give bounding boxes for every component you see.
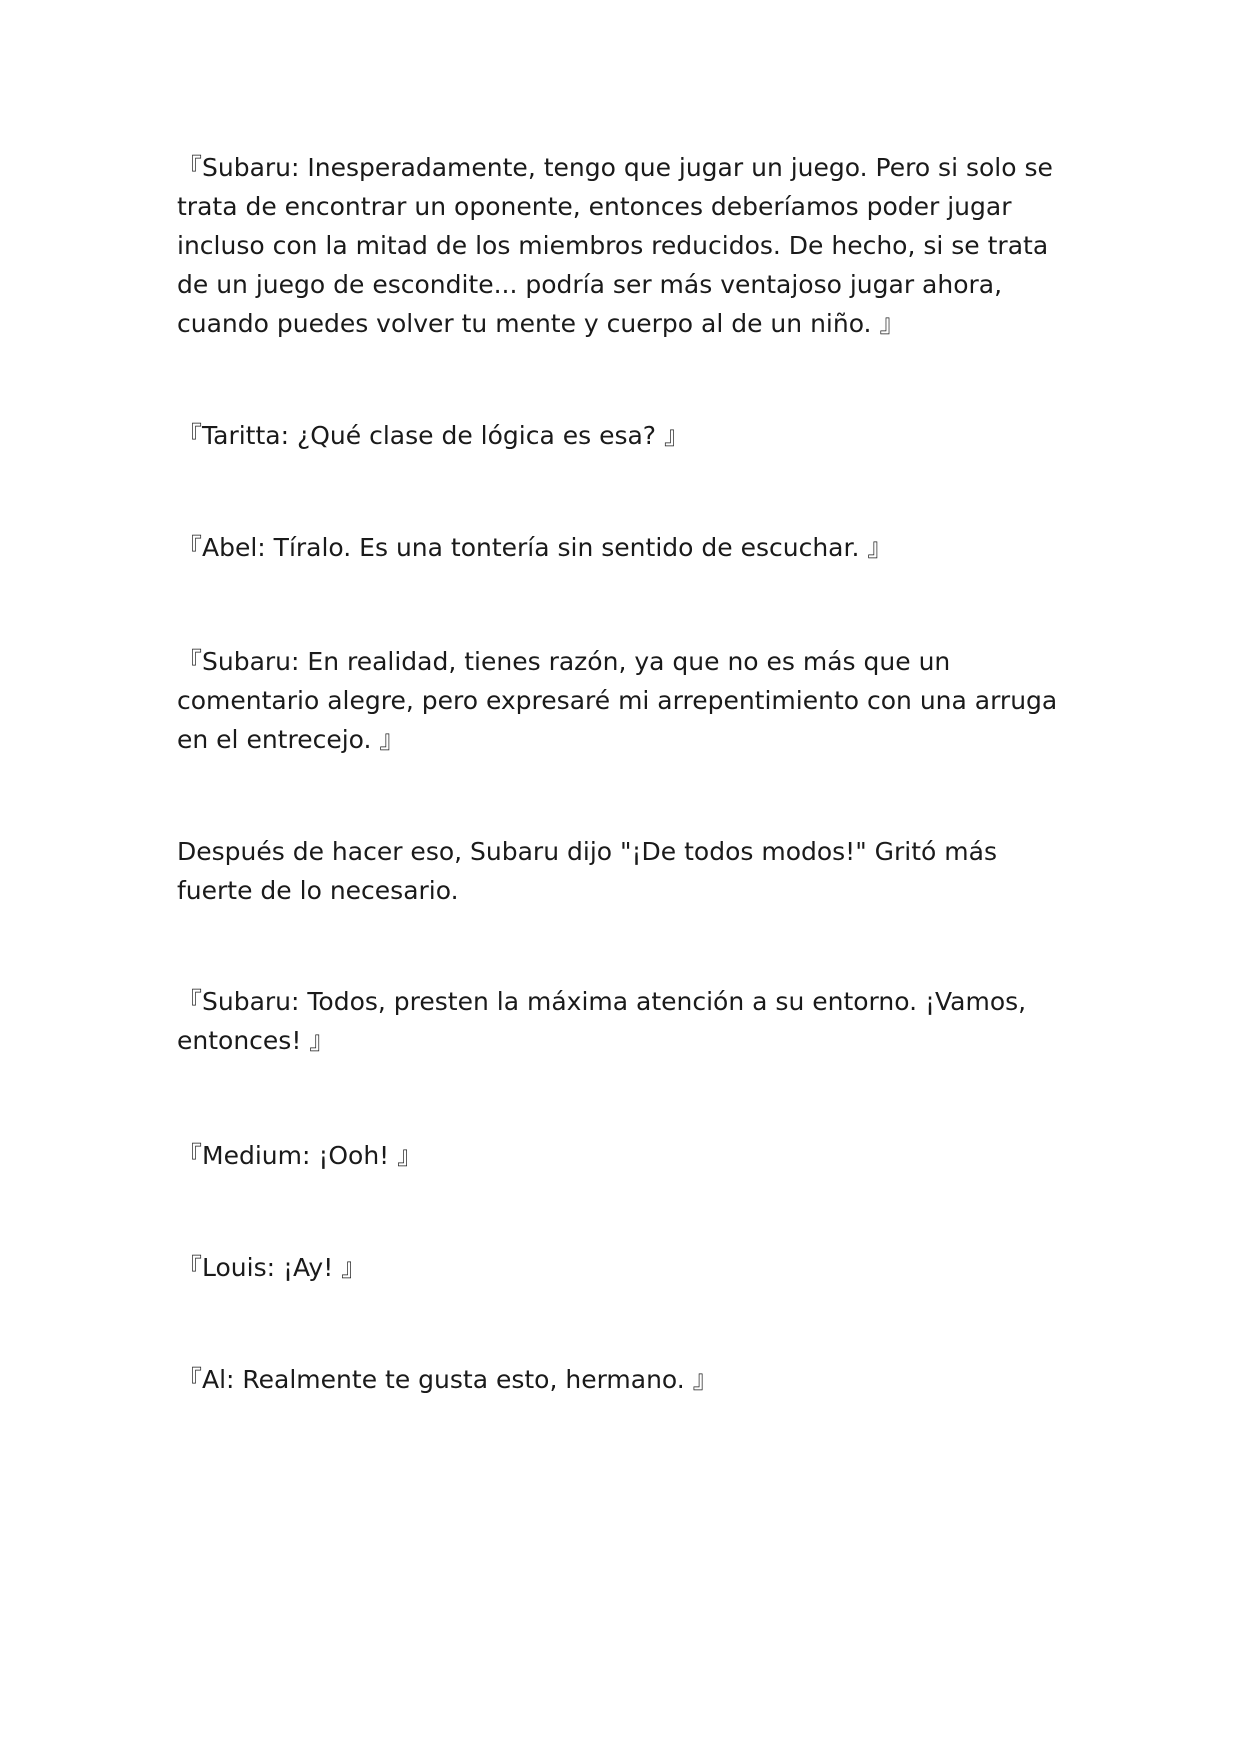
paragraph-5: Después de hacer eso, Subaru dijo "¡De todos modos!" Gritó más fuerte de lo necesario.	[177, 837, 997, 905]
paragraph-6: 『Subaru: Todos, presten la máxima atención a su entorno. ¡Vamos, entonces! 』	[177, 987, 1027, 1055]
paragraph-1: 『Subaru: Inesperadamente, tengo que jugar un juego. Pero si solo se trata de encontrar un oponente, entonces deberíamos poder jugar incluso con la mitad de los miembros reducidos. De hecho, si se trata de un juego de escondite... podría ser más ventajoso jugar ahora, cuando puedes volver tu mente y cuerpo al de un niño. 』	[177, 153, 1053, 338]
paragraph-2: 『Taritta: ¿Qué clase de lógica es esa? 』	[177, 421, 690, 450]
paragraph-9: 『Al: Realmente te gusta esto, hermano. 』	[177, 1365, 718, 1394]
paragraph-8: 『Louis: ¡Ay! 』	[177, 1253, 367, 1282]
paragraph-3: 『Abel: Tíralo. Es una tontería sin sentido de escuchar. 』	[177, 533, 893, 562]
paragraph-4: 『Subaru: En realidad, tienes razón, ya que no es más que un comentario alegre, pero expresaré mi arrepentimiento con una arruga en el entrecejo. 』	[177, 647, 1058, 754]
paragraph-7: 『Medium: ¡Ooh! 』	[177, 1141, 423, 1170]
